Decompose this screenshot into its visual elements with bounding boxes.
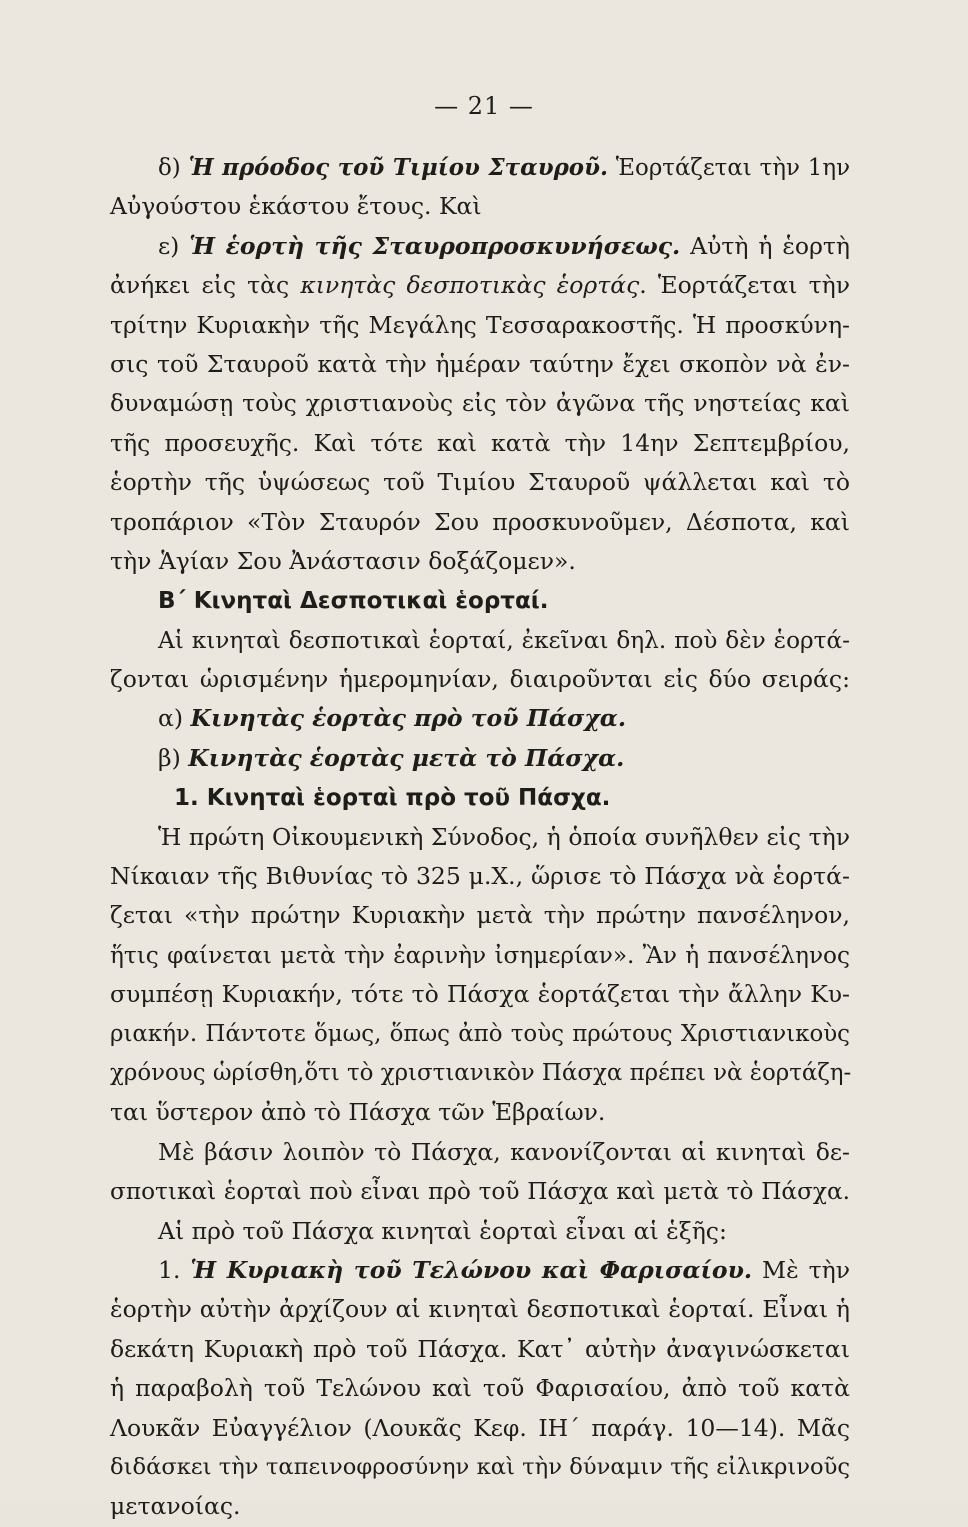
text-line <box>110 542 850 581</box>
text-run: διδάσκει τὴν ταπεινοφροσύνην καὶ τὴν δύναμιν τῆς εἰλικρινοῦς <box>110 1453 850 1480</box>
text-line <box>110 503 850 542</box>
text-run: Λουκᾶν Εὐαγγέλιον (Λουκᾶς Κεφ. ΙΗ΄ παράγ. 10—14). Μᾶς <box>110 1413 850 1442</box>
page-number: — 21 — <box>434 92 534 120</box>
text-line <box>110 936 850 975</box>
text-run: κινητὰς δεσποτικὰς ἑορτάς <box>300 271 640 300</box>
text-line <box>110 424 850 463</box>
text-run: Ἑορτάζεται τὴν 1ην <box>607 155 850 181</box>
text-run: Ἡ ἑορτὴ τῆς Σταυροπροσκυνήσεως. <box>189 231 681 260</box>
text-run: Ἡ πρόοδος τοῦ Τιμίου Σταυροῦ. <box>188 154 608 181</box>
section-heading <box>110 581 850 620</box>
text-run: Αὐγούστου ἑκάστου ἔτους. Καὶ <box>110 192 482 221</box>
text-run: ζονται ὡρισμένην ἡμερομηνίαν, διαιροῦνται εἰς δύο σειράς: <box>110 665 850 694</box>
text-line <box>110 1290 850 1329</box>
text-run: δ) <box>158 155 189 181</box>
text-line <box>110 1133 850 1172</box>
page-body <box>110 148 850 1527</box>
text-run: ἡ παραβολὴ τοῦ Τελώνου καὶ τοῦ Φαρισαίου, ἀπὸ τοῦ κατὰ <box>110 1374 850 1403</box>
text-line <box>110 1251 850 1290</box>
text-run: ε) <box>158 231 190 260</box>
text-run: Κινητὰς ἑορτὰς πρὸ τοῦ Πάσχα. <box>190 704 627 733</box>
text-line <box>110 699 850 738</box>
text-line <box>110 1015 850 1054</box>
text-line <box>110 818 850 857</box>
text-line <box>110 896 850 935</box>
text-run: σποτικαὶ ἑορταὶ ποὺ εἶναι πρὸ τοῦ Πάσχα καὶ μετὰ τὸ Πάσχα. <box>110 1178 850 1206</box>
text-run: τροπάριον «Τὸν Σταυρόν Σου προσκυνοῦμεν, Δέσποτα, καὶ <box>110 507 850 536</box>
heading-text: 1. Κινηταὶ ἑορταὶ πρὸ τοῦ Πάσχα. <box>174 785 611 812</box>
text-run: Κινητὰς ἑορτὰς μετὰ τὸ Πάσχα. <box>188 743 625 772</box>
text-run: τρίτην Κυριακὴν τῆς Μεγάλης Τεσσαρακοστῆς. Ἡ προσκύνη- <box>110 310 850 339</box>
text-run: ἥτις φαίνεται μετὰ τὴν ἐαρινὴν ἰσημερίαν». Ἂν ἡ πανσέληνος <box>110 941 850 969</box>
text-run: Ἡ Κυριακὴ τοῦ Τελώνου καὶ Φαρισαίου. <box>190 1255 753 1284</box>
subsection-heading <box>110 778 850 817</box>
text-run: ται ὕστερον ἀπὸ τὸ Πάσχα τῶν Ἑβραίων. <box>110 1098 606 1127</box>
text-line <box>110 857 850 896</box>
text-line <box>110 1172 850 1211</box>
text-run: β) <box>158 743 189 772</box>
text-line <box>110 975 850 1014</box>
text-line <box>110 621 850 660</box>
text-run: Μὲ τὴν <box>752 1255 850 1284</box>
text-run: Μὲ βάσιν λοιπὸν τὸ Πάσχα, κανονίζονται αἱ κινηταὶ δε- <box>158 1137 850 1166</box>
text-run: ἑορτὴν τῆς ὑψώσεως τοῦ Τιμίου Σταυροῦ ψάλλεται καὶ τὸ <box>110 468 850 497</box>
text-line <box>110 306 850 345</box>
text-run: ριακήν. Πάντοτε ὅμως, ὅπως ἀπὸ τοὺς πρώτους Χριστιανικοὺς <box>110 1020 850 1047</box>
text-run: Ἡ πρώτη Οἰκουμενικὴ Σύνοδος, ἡ ὁποία συνῆλθεν εἰς τὴν <box>158 822 850 851</box>
text-run: Νίκαιαν τῆς Βιθυνίας τὸ 325 μ.Χ., ὥρισε τὸ Πάσχα νὰ ἑορτά- <box>110 862 850 891</box>
text-run: ζεται «τὴν πρώτην Κυριακὴν μετὰ τὴν πρώτην πανσέληνον, <box>110 901 850 930</box>
text-line <box>110 1212 850 1251</box>
text-run: δυναμώσῃ τοὺς χριστιανοὺς εἰς τὸν ἀγῶνα τῆς νηστείας καὶ <box>110 389 850 418</box>
text-run: α) <box>158 704 191 733</box>
text-line <box>110 345 850 384</box>
text-line <box>110 1093 850 1132</box>
text-run: . Ἑορτάζεται τὴν <box>639 271 850 300</box>
text-line <box>110 739 850 778</box>
text-run: μετανοίας. <box>110 1492 241 1521</box>
text-line <box>110 384 850 423</box>
text-run: Αὐτὴ ἡ ἑορτὴ <box>680 231 850 260</box>
text-line <box>110 1487 850 1526</box>
text-line <box>110 266 850 305</box>
text-run: τὴν Ἁγίαν Σου Ἀνάστασιν δοξάζομεν». <box>110 546 576 575</box>
text-line <box>110 1369 850 1408</box>
text-run: τῆς προσευχῆς. Καὶ τότε καὶ κατὰ τὴν 14ην Σεπτεμβρίου, <box>110 428 850 457</box>
text-line <box>110 1448 850 1487</box>
text-line <box>110 227 850 266</box>
text-line <box>110 1054 850 1093</box>
text-run: χρόνους ὡρίσθη,ὅτι τὸ χριστιανικὸν Πάσχα πρέπει νὰ ἑορτάζη- <box>110 1059 852 1086</box>
text-line <box>110 463 850 502</box>
text-run: σις τοῦ Σταυροῦ κατὰ τὴν ἡμέραν ταύτην ἔχει σκοπὸν νὰ ἐν- <box>110 349 850 378</box>
text-run: 1. <box>158 1255 191 1284</box>
text-line <box>110 1409 850 1448</box>
text-run: ἑορτὴν αὐτὴν ἀρχίζουν αἱ κινηταὶ δεσποτικαὶ ἑορταί. Εἶναι ἡ <box>110 1295 850 1324</box>
text-run: Αἱ πρὸ τοῦ Πάσχα κινηταὶ ἑορταὶ εἶναι αἱ ἑξῆς: <box>158 1216 727 1245</box>
text-line <box>110 660 850 699</box>
text-line <box>110 1330 850 1369</box>
text-run: δεκάτη Κυριακὴ πρὸ τοῦ Πάσχα. Κατ᾽ αὐτὴν ἀναγινώσκεται <box>110 1334 850 1363</box>
heading-text: Β΄ Κινηταὶ Δεσποτικαὶ ἑορταί. <box>158 588 549 615</box>
text-run: ἀνήκει εἰς τὰς <box>110 271 301 300</box>
text-line <box>110 187 850 226</box>
text-line <box>110 148 850 187</box>
text-run: συμπέσῃ Κυριακήν, τότε τὸ Πάσχα ἑορτάζεται τὴν ἄλλην Κυ- <box>110 980 850 1009</box>
text-run: Αἱ κινηταὶ δεσποτικαὶ ἑορταί, ἐκεῖναι δηλ. ποὺ δὲν ἑορτά- <box>158 626 850 654</box>
